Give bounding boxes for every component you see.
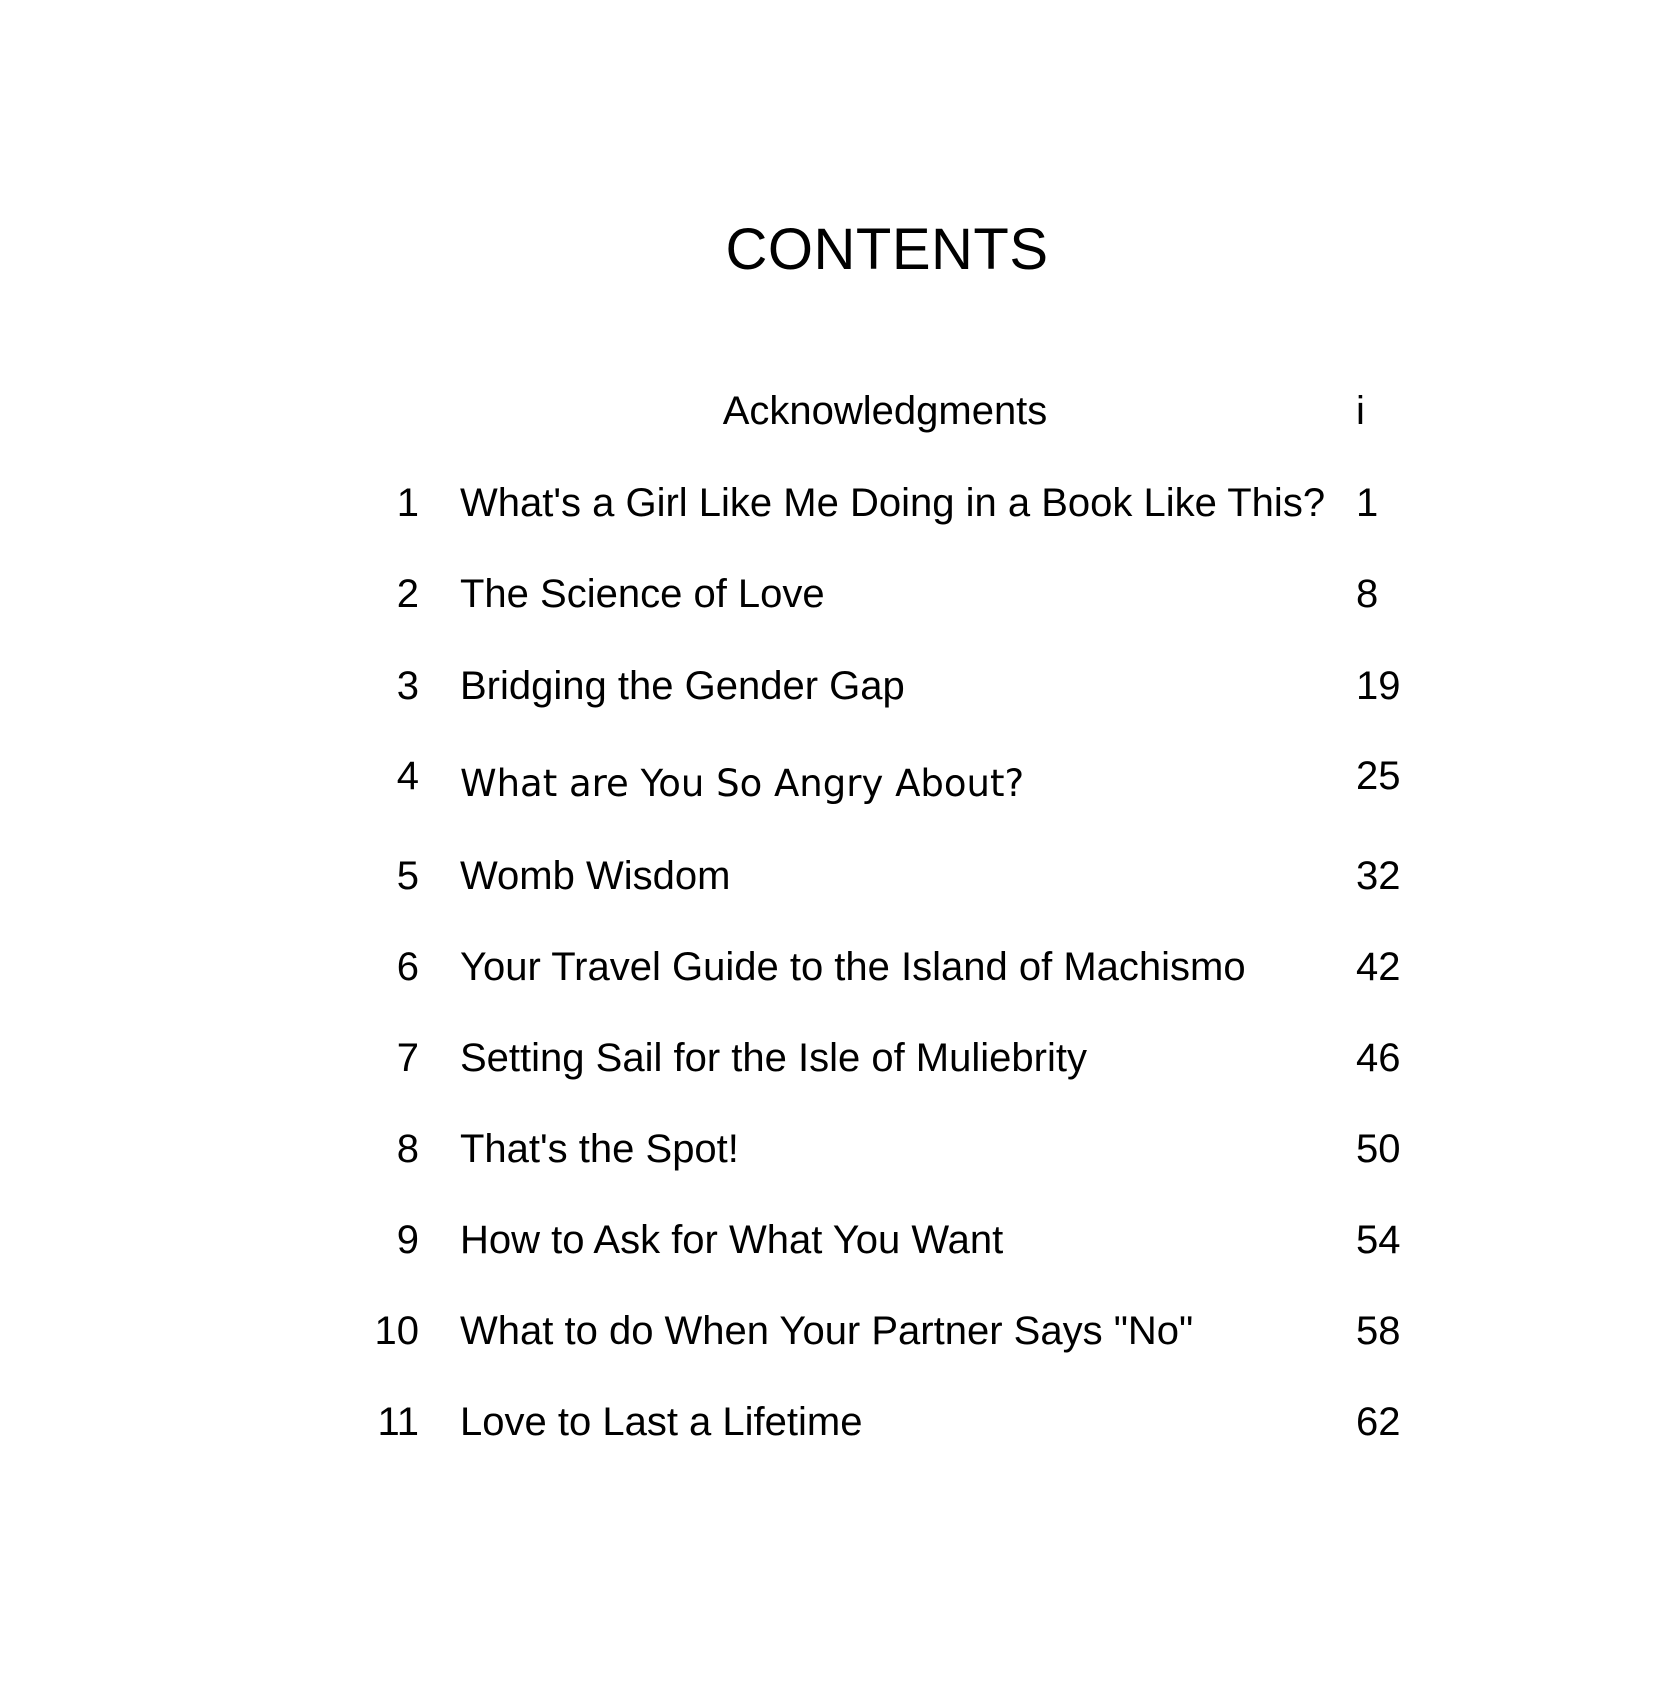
toc-entry-chapter-11[interactable] xyxy=(0,1392,1672,1452)
toc-entry-chapter-2[interactable] xyxy=(0,564,1672,624)
toc-entry-page: 8 xyxy=(1356,572,1379,616)
toc-entry-page: 42 xyxy=(1356,945,1401,989)
toc-entry-page: 58 xyxy=(1356,1309,1401,1353)
toc-entry-title: What's a Girl Like Me Doing in a Book Like This? xyxy=(460,481,1326,525)
toc-entry-title: Setting Sail for the Isle of Muliebrity xyxy=(460,1036,1087,1080)
page-title: CONTENTS xyxy=(725,217,1049,282)
toc-entry-number: 2 xyxy=(396,572,419,616)
toc-entry-page: 62 xyxy=(1356,1400,1401,1444)
toc-entry-title: What to do When Your Partner Says "No" xyxy=(460,1309,1194,1353)
toc-entry-title: What are You So Angry About? xyxy=(460,762,1025,805)
toc-entry-title: Acknowledgments xyxy=(722,389,1048,433)
toc-entry-title: Your Travel Guide to the Island of Machismo xyxy=(460,945,1246,989)
toc-entry-number: 3 xyxy=(396,664,419,708)
toc-entry-chapter-6[interactable] xyxy=(0,937,1672,997)
toc-entry-page: 25 xyxy=(1356,754,1401,798)
toc-entry-number: 6 xyxy=(396,945,419,989)
toc-entry-number: 4 xyxy=(396,754,419,798)
toc-entry-chapter-8[interactable] xyxy=(0,1119,1672,1179)
toc-entry-acknowledgments[interactable] xyxy=(0,381,1672,441)
toc-entry-chapter-7[interactable] xyxy=(0,1028,1672,1088)
toc-entry-chapter-10[interactable] xyxy=(0,1301,1672,1361)
toc-entry-page: 50 xyxy=(1356,1127,1401,1171)
toc-entry-chapter-4[interactable] xyxy=(0,746,1672,806)
toc-entry-page: 1 xyxy=(1356,481,1379,525)
toc-entry-number: 1 xyxy=(396,481,419,525)
toc-entry-number: 11 xyxy=(377,1400,419,1444)
toc-entry-number: 7 xyxy=(396,1036,419,1080)
toc-entry-title: Womb Wisdom xyxy=(460,854,731,898)
toc-entry-title: How to Ask for What You Want xyxy=(460,1218,1004,1262)
toc-entry-page: 32 xyxy=(1356,854,1401,898)
toc-entry-number: 10 xyxy=(374,1309,419,1353)
toc-entry-title: That's the Spot! xyxy=(460,1127,739,1171)
toc-entry-title: Love to Last a Lifetime xyxy=(460,1400,863,1444)
toc-entry-number: 5 xyxy=(396,854,419,898)
toc-entry-chapter-1[interactable] xyxy=(0,473,1672,533)
toc-entry-chapter-5[interactable] xyxy=(0,846,1672,906)
toc-entry-chapter-3[interactable] xyxy=(0,656,1672,716)
toc-entry-page: 54 xyxy=(1356,1218,1401,1262)
toc-entry-number: 8 xyxy=(396,1127,419,1171)
toc-entry-title: The Science of Love xyxy=(460,572,825,616)
toc-entry-chapter-9[interactable] xyxy=(0,1210,1672,1270)
toc-entry-page: 46 xyxy=(1356,1036,1401,1080)
toc-entry-title: Bridging the Gender Gap xyxy=(460,664,905,708)
toc-entry-page: i xyxy=(1356,389,1365,433)
toc-entry-page: 19 xyxy=(1356,664,1401,708)
toc-entry-number: 9 xyxy=(396,1218,419,1262)
